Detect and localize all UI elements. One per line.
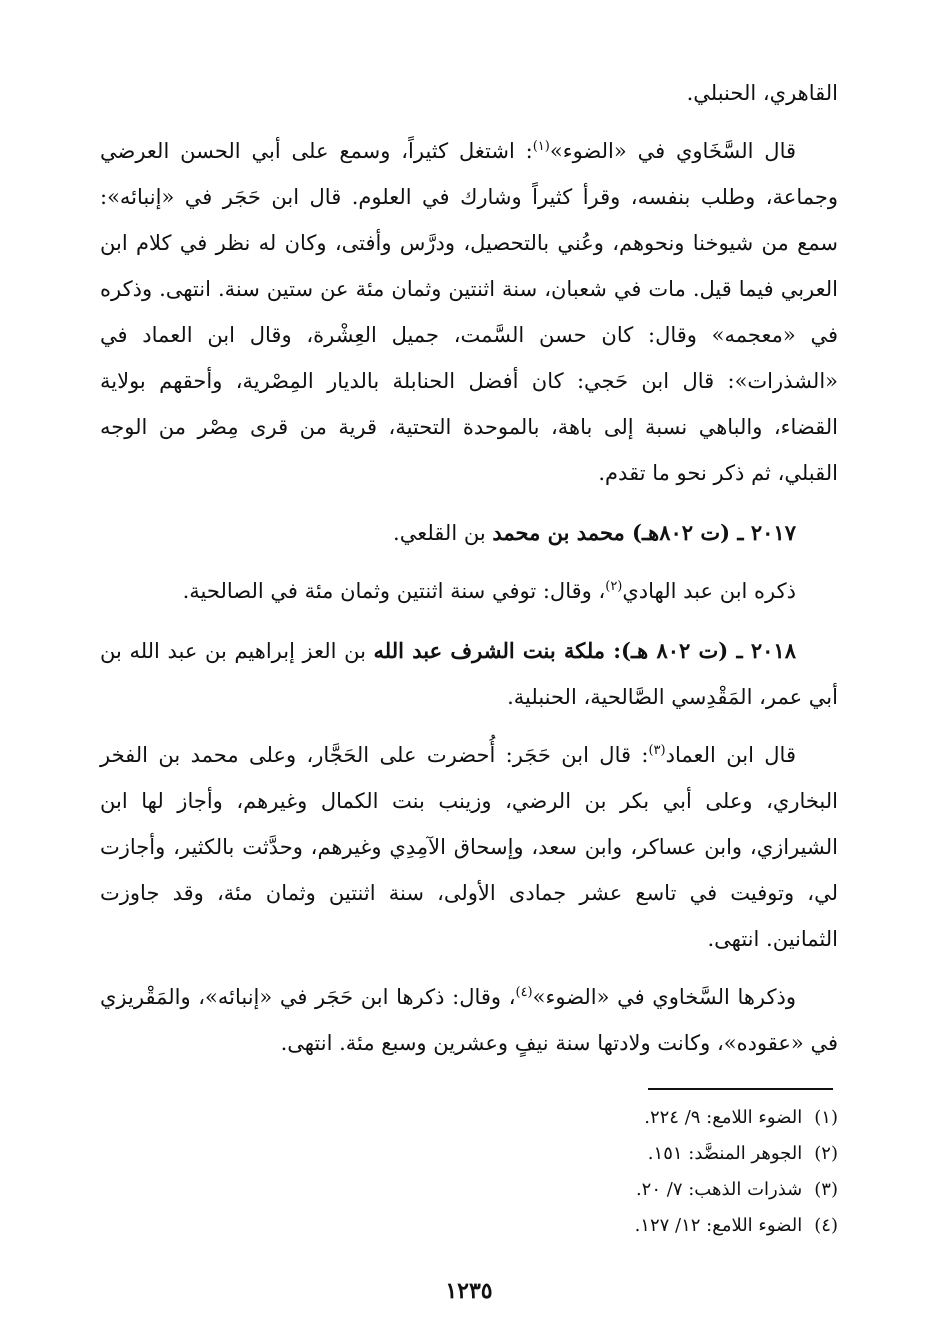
entry-2018-heading: [100, 628, 838, 720]
text-run: قال السَّخَاوي في «الضوء»: [549, 139, 797, 163]
footnote-ref-2[interactable]: (٢): [605, 579, 623, 594]
footnote-ref-1[interactable]: (١): [532, 139, 550, 154]
footnote-number: (٣): [814, 1179, 838, 1200]
footnote: [100, 1172, 838, 1208]
footnote-text: الضوء اللامع: ٩/ ٢٢٤.: [644, 1107, 803, 1128]
footnote-number: (٢): [814, 1143, 838, 1164]
footnote-number: (١): [814, 1107, 838, 1128]
footnote-text: الجوهر المنضَّد: ١٥١.: [647, 1143, 803, 1164]
paragraph-entry-2018-b: [100, 974, 838, 1066]
footnote-number: (٤): [814, 1215, 838, 1236]
text-run: : قال ابن حَجَر: أُحضرت على الحَجَّار، وعلى محمد بن الفخر البخاري، وعلى أبي بكر بن الرضي، وزينب بنت الكمال وغيرهم، وأجاز لها ابن الشيرازي، وابن عساكر، وابن سعد، وإسحاق الآمِدِي وغيرهم، وحدَّثت بالكثير، وأجازت لي، وتوفيت في تاسع عشر جمادى الأولى، سنة اثنتين وثمان مئة، وقد جاوزت الثمانين. انتهى.: [100, 743, 838, 951]
text-run: : اشتغل كثيراً، وسمع على أبي الحسن العرضي وجماعة، وطلب بنفسه، وقرأ كثيراً وشارك في العلوم. قال ابن حَجَر في «إنبائه»: سمع من شيوخنا ونحوهم، وعُني بالتحصيل، ودرَّس وأفتى، وكان له نظر في كلام ابن العربي فيما قيل. مات في شعبان، سنة اثنتين وثمان مئة عن ستين سنة. انتهى. وذكره في «معجمه» وقال: كان حسن السَّمت، جميل العِشْرة، وقال ابن العماد في «الشذرات»: قال ابن حَجي: كان أفضل الحنابلة بالديار المِصْرية، وأحقهم بولاية القضاء، والباهي نسبة إلى باهة، بالموحدة التحتية، قرية من قرى مِصْر من الوجه القبلي، ثم ذكر نحو ما تقدم.: [100, 139, 838, 485]
text-run: ، وقال: توفي سنة اثنتين وثمان مئة في الصالحية.: [182, 579, 606, 603]
footnote-text: شذرات الذهب: ٧/ ٢٠.: [635, 1179, 803, 1200]
text-run: وذكرها السَّخاوي في «الضوء»: [532, 985, 796, 1009]
entry-2018-name: ٢٠١٨ ـ (ت ٨٠٢ هـ): ملكة بنت الشرف عبد الله: [373, 638, 796, 663]
text-run: ، وقال: ذكرها ابن حَجَر في «إنبائه»، والمَقْريزي في «عقوده»، وكانت ولادتها سنة نيفٍ وعشرين وسبع مئة. انتهى.: [100, 985, 838, 1055]
text-run: ذكره ابن عبد الهادي: [622, 579, 796, 603]
footnote: [100, 1136, 838, 1172]
footnote-divider: [648, 1088, 833, 1090]
footnote: [100, 1208, 838, 1244]
footnote-ref-3[interactable]: (٣): [648, 743, 666, 758]
paragraph-entry-2017: [100, 568, 838, 614]
entry-2017-heading: [100, 510, 838, 556]
footnotes: [100, 1100, 838, 1244]
paragraph-entry-2018-a: [100, 732, 838, 962]
paragraph-continuation: القاهري، الحنبلي.: [686, 81, 838, 105]
paragraph-sakhawi-quote: [100, 128, 838, 496]
entry-2017-name: ٢٠١٧ ـ (ت ٨٠٢هـ) محمد بن محمد: [492, 520, 796, 545]
page-number: ١٢٣٥: [445, 1278, 493, 1304]
entry-2018-tail: بن العز إبراهيم بن عبد الله بن أبي عمر، المَقْدِسي الصَّالحية، الحنبلية.: [100, 639, 838, 709]
entry-2017-tail: بن القلعي.: [393, 521, 493, 545]
footnote-text: الضوء اللامع: ١٢/ ١٢٧.: [634, 1215, 803, 1236]
footnote-ref-4[interactable]: (٤): [515, 985, 533, 1000]
main-text: [100, 70, 838, 1066]
text-run: قال ابن العماد: [665, 743, 796, 767]
footnote: [100, 1100, 838, 1136]
